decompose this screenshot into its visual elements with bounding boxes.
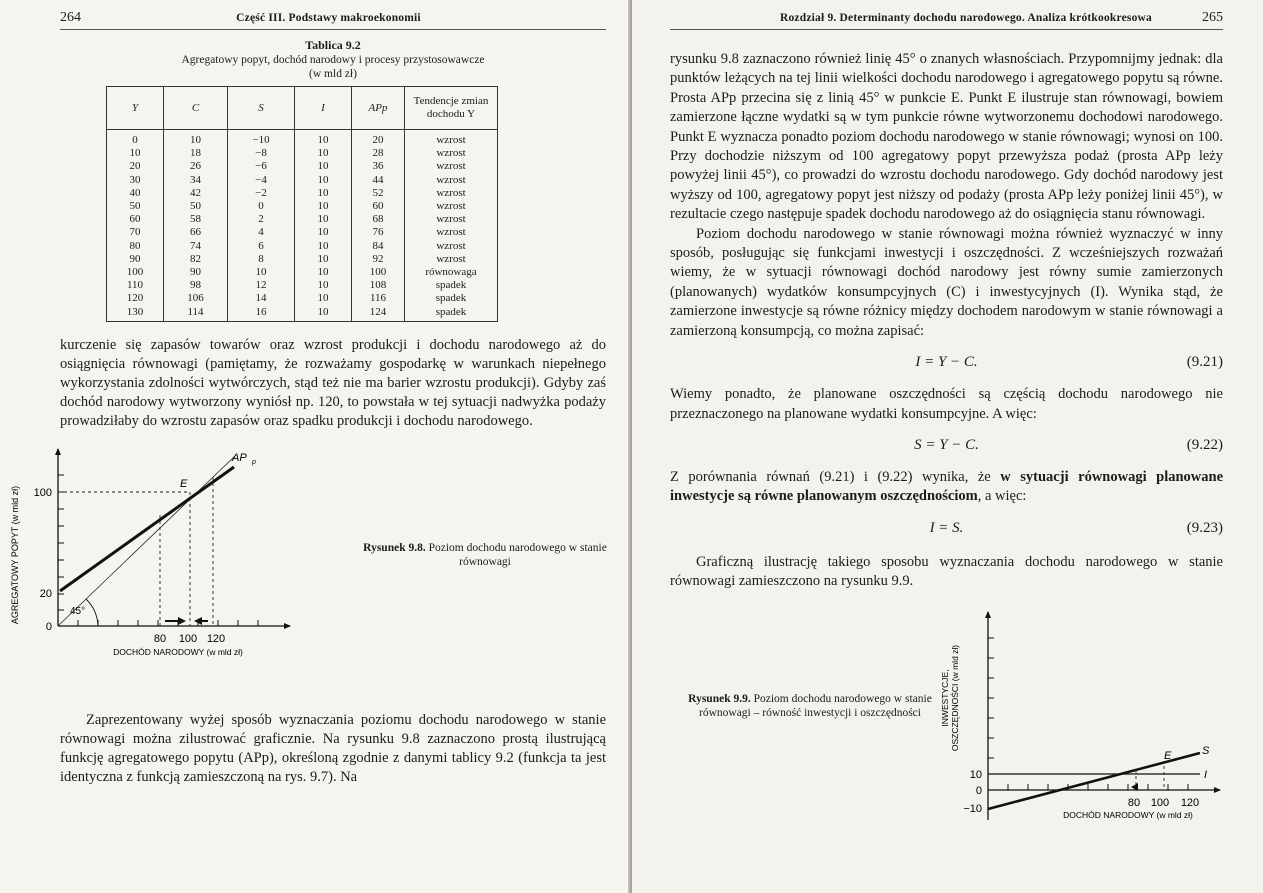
table-unit: (w mld zł) xyxy=(309,68,357,80)
table-cell: 114 xyxy=(164,305,228,321)
table-row xyxy=(107,226,498,239)
fig98-ticks xyxy=(58,475,258,626)
table-cell: wzrost xyxy=(405,147,498,160)
left-paragraph-1: kurczenie się zapasów towarów oraz wzrost produkcji i dochodu narodowego aż do osiągnięcia równowagi (pamiętamy, że rozważamy gospodarkę w warunkach niepełnego wykorzystania zdolności wytwórczych, stąd też nie ma barier wzrostu produkcji). Gdyby zaś dochód narodowy wytworzony wyniósł np. 120, to powstała w tej sytuacji nadwyżka podaży prowadziłaby do wzrostu zapasów oraz spadku produkcji i dochodu narodowego. xyxy=(60,336,606,429)
table-cell: 6 xyxy=(228,240,295,253)
table-cell: 98 xyxy=(164,279,228,292)
table-cell: 124 xyxy=(352,305,405,321)
equation-9-22-text: S = Y − C. xyxy=(914,436,979,453)
table-cell: 30 xyxy=(107,174,164,187)
table-cell: 120 xyxy=(107,292,164,305)
right-paragraph-4 xyxy=(670,468,1223,507)
table-cell: wzrost xyxy=(405,240,498,253)
fig98-x-axis-label: DOCHÓD NARODOWY (w mld zł) xyxy=(113,646,243,657)
fig99-y-axis-label-2: OSZCZĘDNOŚCI (w mld zł) xyxy=(950,644,960,751)
table-cell: 108 xyxy=(352,279,405,292)
table-cell: 10 xyxy=(295,253,352,266)
fig99-caption-text: Poziom dochodu narodowego w stanie równowagi – równość inwestycji i oszczędności xyxy=(699,692,932,719)
fig98-x-arrow xyxy=(284,623,291,629)
table-cell: 10 xyxy=(295,240,352,253)
fig98-ytick-100: 100 xyxy=(33,486,52,499)
fig98-y-arrow xyxy=(55,448,61,455)
table-cell: 18 xyxy=(164,147,228,160)
table-cell: 50 xyxy=(107,200,164,213)
table-caption-text: Agregatowy popyt, dochód narodowy i procesy przystosowawcze xyxy=(181,54,485,66)
table-row xyxy=(107,213,498,226)
table-cell: 10 xyxy=(295,266,352,279)
table-row xyxy=(107,147,498,160)
fig98-xtick-120: 120 xyxy=(206,632,226,645)
table-cell: 90 xyxy=(107,253,164,266)
fig98-y-axis-label: AGREGATOWY POPYT (w mld zł) xyxy=(10,485,20,624)
equation-9-23 xyxy=(670,515,1223,541)
header-app-text: APp xyxy=(368,101,388,114)
table-cell: 4 xyxy=(228,226,295,239)
table-cell: spadek xyxy=(405,292,498,305)
table-cell: 10 xyxy=(295,147,352,160)
table-cell: 10 xyxy=(295,160,352,173)
fig98-caption-label: Rysunek 9.8. xyxy=(363,541,426,554)
right-paragraph-3: Wiemy ponadto, że planowane oszczędności są częścią dochodu narodowego nie przeznaczonego na planowane wydatki konsumpcyjne. A więc: xyxy=(670,386,1223,422)
data-table xyxy=(106,86,498,322)
table-header-row xyxy=(107,87,498,130)
table-cell: 92 xyxy=(352,253,405,266)
table-row xyxy=(107,253,498,266)
table-cell: 20 xyxy=(352,130,405,148)
table-body xyxy=(107,130,498,322)
table-title: Tablica 9.2 xyxy=(305,38,361,52)
fig99-i-label: I xyxy=(1204,768,1208,781)
fig99-point-e: E xyxy=(1164,749,1172,762)
table-cell: −6 xyxy=(228,160,295,173)
table-cell: wzrost xyxy=(405,160,498,173)
right-paragraph-4-bold: w sytuacji równowagi planowane inwestycje są równe planowanym oszczędnościom xyxy=(670,468,1224,505)
table-cell: 110 xyxy=(107,279,164,292)
table-cell: 16 xyxy=(228,305,295,321)
table-cell: 42 xyxy=(164,187,228,200)
table-cell: 8 xyxy=(228,253,295,266)
equation-9-23-text: I = S. xyxy=(929,519,964,536)
left-page-header xyxy=(60,10,606,30)
table-cell: 68 xyxy=(352,213,405,226)
fig98-xtick-80: 80 xyxy=(153,632,167,645)
fig98-45deg-line xyxy=(58,455,236,626)
table-cell: 40 xyxy=(107,187,164,200)
header-y: Y xyxy=(107,87,164,130)
table-cell: 0 xyxy=(228,200,295,213)
header-app xyxy=(352,87,405,130)
table-cell: 10 xyxy=(295,226,352,239)
table-cell: 28 xyxy=(352,147,405,160)
table-cell: 36 xyxy=(352,160,405,173)
fig99-ytick-minus10: −10 xyxy=(963,802,982,815)
header-i: I xyxy=(295,87,352,130)
table-cell: wzrost xyxy=(405,226,498,239)
table-cell: 116 xyxy=(352,292,405,305)
table-cell: 66 xyxy=(164,226,228,239)
table-cell: 2 xyxy=(228,213,295,226)
fig98-caption-text: Poziom dochodu narodowego w stanie równowagi xyxy=(428,541,607,568)
table-cell: 0 xyxy=(107,130,164,148)
table-cell: 26 xyxy=(164,160,228,173)
table-cell: 44 xyxy=(352,174,405,187)
equation-9-22 xyxy=(670,432,1223,458)
table-row xyxy=(107,160,498,173)
table-cell: 70 xyxy=(107,226,164,239)
table-row xyxy=(107,266,498,279)
left-page xyxy=(0,0,628,893)
fig99-x-arrow xyxy=(1214,787,1221,793)
fig98-xtick-100: 100 xyxy=(178,632,198,645)
table-cell: wzrost xyxy=(405,174,498,187)
table-cell: 82 xyxy=(164,253,228,266)
table-cell: 10 xyxy=(295,292,352,305)
table-cell: 100 xyxy=(352,266,405,279)
table-cell: 10 xyxy=(295,187,352,200)
table-cell: −10 xyxy=(228,130,295,148)
fig98-line-label-sub: p xyxy=(252,458,256,466)
fig99-s-label: S xyxy=(1202,744,1210,757)
table-cell: 50 xyxy=(164,200,228,213)
table-cell: 58 xyxy=(164,213,228,226)
fig98-angle-label: 45° xyxy=(70,605,86,617)
fig99-y-arrow xyxy=(985,611,991,618)
right-paragraph-4-end: , a więc: xyxy=(977,488,1027,505)
table-cell: −2 xyxy=(228,187,295,200)
fig98-ytick-20: 20 xyxy=(39,587,52,600)
figure-9-8 xyxy=(10,445,607,687)
figure-9-9-chart xyxy=(938,608,1228,838)
right-page-number: 265 xyxy=(1201,10,1223,25)
table-cell: 10 xyxy=(228,266,295,279)
table-cell: −4 xyxy=(228,174,295,187)
fig99-caption xyxy=(670,692,950,720)
table-row xyxy=(107,292,498,305)
table-cell: 12 xyxy=(228,279,295,292)
right-page xyxy=(632,0,1263,893)
fig99-y-axis-label-1: INWESTYCJE, xyxy=(940,668,950,727)
equation-9-21-number: (9.21) xyxy=(1186,354,1223,371)
table-cell: spadek xyxy=(405,305,498,321)
table-cell: 10 xyxy=(295,174,352,187)
right-paragraph-2: Poziom dochodu narodowego w stanie równowagi można również wyznaczyć w inny sposób, posługując się funkcjami inwestycji i oszczędności. Z wcześniejszych rozważań wiemy, że w sytuacji równowagi dochód narodowy jest równy sumie zamierzonych (planowanych) wydatków konsumpcyjnych (C) i inwestycyjnych (I). Wynika stąd, że zamierzone inwestycje są równe różnicy między dochodem narodowym w stanie równowagi a zamierzoną konsumpcją, co można zapisać: xyxy=(670,225,1223,339)
fig99-ytick-0: 0 xyxy=(975,784,982,797)
table-cell: 10 xyxy=(295,213,352,226)
header-tendency: Tendencje zmian dochodu Y xyxy=(405,87,498,130)
fig98-app-line xyxy=(60,467,234,591)
table-cell: wzrost xyxy=(405,187,498,200)
fig99-xtick-100: 100 xyxy=(1150,796,1170,809)
table-cell: 52 xyxy=(352,187,405,200)
table-cell: 20 xyxy=(107,160,164,173)
table-cell: spadek xyxy=(405,279,498,292)
table-cell: 10 xyxy=(164,130,228,148)
left-paragraph-2: Zaprezentowany wyżej sposób wyznaczania poziomu dochodu narodowego w stanie równowagi można zilustrować graficznie. Na rysunku 9.8 zaznaczono prostą ilustrującą funkcję agregatowego popytu (APp), określoną zgodnie z danymi tablicy 9.2 (funkcja ta jest identyczna z funkcją zamieszczoną na rys. 9.7). Na xyxy=(60,711,606,785)
table-cell: wzrost xyxy=(405,200,498,213)
table-cell: 130 xyxy=(107,305,164,321)
table-cell: 14 xyxy=(228,292,295,305)
table-cell: 76 xyxy=(352,226,405,239)
table-cell: 90 xyxy=(164,266,228,279)
table-cell: wzrost xyxy=(405,253,498,266)
fig99-xtick-80: 80 xyxy=(1127,796,1141,809)
table-cell: 60 xyxy=(352,200,405,213)
table-cell: równowaga xyxy=(405,266,498,279)
table-row xyxy=(107,305,498,321)
header-c: C xyxy=(164,87,228,130)
equation-9-21-text: I = Y − C. xyxy=(915,354,978,371)
table-cell: 10 xyxy=(295,130,352,148)
table-caption xyxy=(60,38,606,81)
figure-9-9 xyxy=(670,608,1223,838)
table-row xyxy=(107,200,498,213)
table-cell: wzrost xyxy=(405,213,498,226)
table-cell: 34 xyxy=(164,174,228,187)
right-running-head: Rozdział 9. Determinanty dochodu narodowego. Analiza krótkookresowa xyxy=(779,12,1153,24)
table-cell: 10 xyxy=(295,279,352,292)
table-cell: 100 xyxy=(107,266,164,279)
fig98-arrow-right-head xyxy=(178,617,186,625)
table-row xyxy=(107,174,498,187)
fig98-line-label: AP xyxy=(232,451,247,464)
fig99-x-axis-label: DOCHÓD NARODOWY (w mld zł) xyxy=(1063,809,1193,820)
table-row xyxy=(107,240,498,253)
left-running-head: Część III. Podstawy makroekonomii xyxy=(236,12,421,24)
fig99-ticks xyxy=(988,638,1188,790)
fig99-caption-label: Rysunek 9.9. xyxy=(688,692,751,705)
table-cell: 10 xyxy=(295,305,352,321)
table-cell: 10 xyxy=(295,200,352,213)
equation-9-23-number: (9.23) xyxy=(1186,519,1223,536)
equation-9-22-number: (9.22) xyxy=(1186,436,1223,453)
right-paragraph-5: Graficzną ilustrację takiego sposobu wyznaczania dochodu narodowego w stanie równowagi zamieszczono na rysunku 9.9. xyxy=(670,553,1223,590)
right-paragraph-1: rysunku 9.8 zaznaczono również linię 45° o znanych własnościach. Przypomnijmy jednak: dla punktów leżących na tej linii wielkości dochodu narodowego i agregatowego popytu są równe. Prosta APp przecina się z linią 45° w punkcie E. Punkt E ilustruje stan równowagi, bowiem zamierzone łączne wydatki są w tym punkcie równe wytworzonemu dochodowi narodowego. Punkt E wyznacza ponadto poziom dochodu narodowego w stanie równowagi; wynosi on 100. Przy dochodzie niższym od 100 agregatowy popyt przewyższa podaż (prosta APp leży powyżej linii 45°), co prowadzi do wzrostu dochodu narodowego. Gdy dochód narodowy jest wyższy od 100, agregatowy popyt jest niższy od podaży (prosta APp leży poniżej linii 45°), w rezultacie czego następuje spadek dochodu narodowego aż do osiągnięcia stanu równowagi. xyxy=(670,51,1223,223)
table-cell: 74 xyxy=(164,240,228,253)
header-s: S xyxy=(228,87,295,130)
table-cell: 106 xyxy=(164,292,228,305)
fig98-point-e: E xyxy=(180,477,188,490)
fig98-caption xyxy=(360,541,610,569)
table-cell: 60 xyxy=(107,213,164,226)
table-cell: 84 xyxy=(352,240,405,253)
right-page-header xyxy=(670,10,1223,30)
right-paragraph-4-start: Z porównania równań (9.21) i (9.22) wynika, że xyxy=(670,468,991,485)
table-row xyxy=(107,279,498,292)
figure-9-8-chart xyxy=(8,445,298,687)
table-cell: wzrost xyxy=(405,130,498,148)
fig98-angle-arc xyxy=(86,599,98,626)
fig98-ytick-0: 0 xyxy=(45,620,52,633)
table-row xyxy=(107,130,498,148)
table-cell: −8 xyxy=(228,147,295,160)
table-cell: 10 xyxy=(107,147,164,160)
fig99-ytick-10: 10 xyxy=(969,768,982,781)
left-page-number: 264 xyxy=(60,10,81,25)
equation-9-21 xyxy=(670,349,1223,375)
table-row xyxy=(107,187,498,200)
table-cell: 80 xyxy=(107,240,164,253)
fig99-xtick-120: 120 xyxy=(1180,796,1200,809)
